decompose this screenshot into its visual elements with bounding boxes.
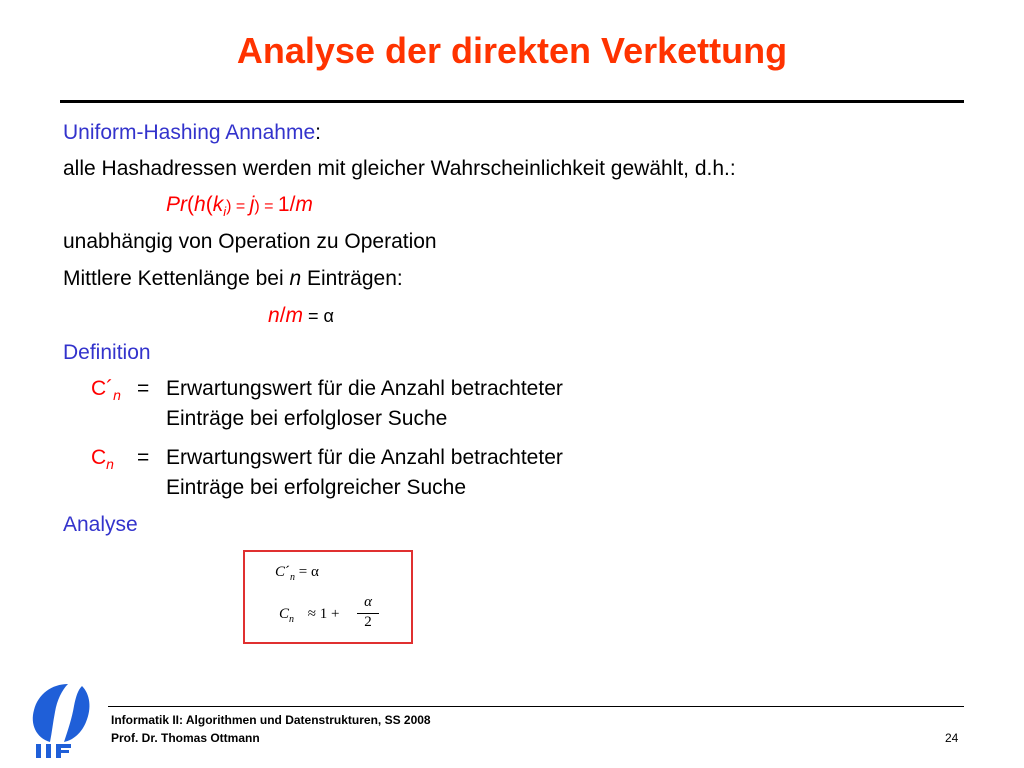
chain-length-text: Mittlere Kettenlänge bei (63, 267, 290, 290)
def2-symbol (91, 446, 114, 472)
analyse-heading: Analyse (63, 513, 138, 536)
def2-text-line2: Einträge bei erfolgreicher Suche (166, 476, 467, 499)
independence-line: unabhängig von Operation zu Operation (63, 230, 437, 253)
formula-paren: ( (205, 193, 213, 216)
uniform-hashing-line (63, 121, 321, 145)
def1-text-line2: Einträge bei erfolgloser Suche (166, 407, 448, 430)
iif-logo (22, 680, 98, 760)
formula-sub-i: i (223, 204, 227, 220)
uniform-hashing-label: Uniform-Hashing Annahme (63, 121, 316, 144)
box-sub-n: n (289, 614, 295, 625)
def2-equals: = (137, 446, 150, 469)
iif-logo-icon (22, 680, 98, 760)
footer-course: Informatik II: Algorithmen und Datenstrukturen, SS 2008 (111, 713, 431, 727)
hash-address-line: alle Hashadressen werden mit gleicher Wahrscheinlichkeit gewählt, d.h.: (63, 157, 736, 180)
box-c: C (279, 606, 290, 622)
page-title: Analyse der direkten Verkettung (236, 30, 788, 71)
box-approx: ≈ 1 + (307, 606, 340, 622)
formula-eq: ) = (226, 198, 250, 215)
formula-c-prime-row (275, 564, 319, 583)
box-eq-alpha: = α (295, 564, 319, 580)
def2-sub-n: n (106, 456, 114, 473)
formula-slash: / (289, 193, 296, 216)
def1-symbol (91, 377, 121, 403)
box-sub-n: n (290, 572, 296, 583)
fraction-numerator: α (364, 594, 372, 610)
formula-k: k (212, 193, 224, 216)
def1-equals: = (137, 377, 150, 400)
title-underline (60, 100, 964, 103)
formula-h: h (194, 193, 206, 216)
formula-eq: ) = (254, 198, 278, 215)
formula-alpha: = α (303, 306, 334, 326)
formula-box (243, 550, 413, 644)
footer-author: Prof. Dr. Thomas Ottmann (111, 731, 260, 745)
def2-text-line1: Erwartungswert für die Anzahl betrachteter (166, 446, 563, 469)
formula-n: n (268, 304, 280, 327)
def1-sub-n: n (113, 387, 121, 404)
formula-slash: / (279, 304, 286, 327)
box-c: C (275, 564, 286, 580)
footer-rule (108, 706, 964, 707)
fraction (357, 594, 379, 631)
definition-heading: Definition (63, 341, 151, 364)
load-factor-formula (268, 304, 334, 328)
chain-length-line (63, 267, 403, 291)
formula-cn-row (279, 606, 339, 625)
def2-c: C (91, 446, 107, 469)
formula-m: m (285, 304, 304, 327)
formula-m: m (295, 193, 313, 216)
formula-pr: Pr (166, 193, 187, 216)
formula-paren: ( (187, 193, 194, 216)
formula-one: 1 (277, 193, 290, 216)
box-prime: ´ (285, 564, 291, 580)
probability-formula (166, 193, 313, 219)
colon: : (315, 121, 321, 144)
chain-length-text-end: Einträgen: (301, 267, 403, 290)
def1-text-line1: Erwartungswert für die Anzahl betrachteter (166, 377, 563, 400)
page-number: 24 (945, 731, 959, 745)
fraction-denominator: 2 (357, 613, 379, 631)
formula-j: j (249, 193, 255, 216)
def1-c-prime: C´ (91, 377, 114, 400)
chain-length-n: n (289, 267, 302, 290)
